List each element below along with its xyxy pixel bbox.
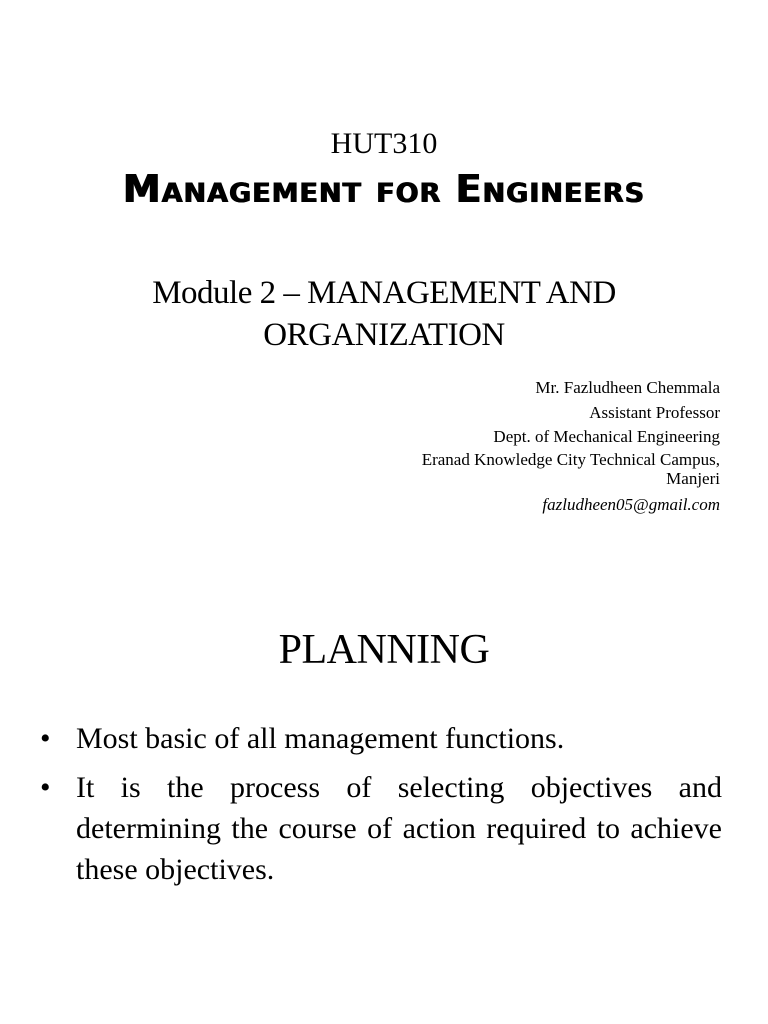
author-designation: Assistant Professor [589,402,720,422]
course-title: Management for Engineers [122,167,646,211]
bullet-text: Most basic of all management functions. [76,722,565,755]
author-city: Manjeri [666,468,720,488]
list-item [40,767,722,890]
course-code: HUT310 [330,127,438,160]
author-block [290,376,720,517]
list-item [40,718,722,759]
planning-heading: PLANNING [278,627,490,673]
module-title: Module 2 – MANAGEMENT AND ORGANIZATION [152,275,616,353]
bullet-list [40,718,722,898]
bullet-icon: • [40,722,51,755]
bullet-icon: • [40,771,51,804]
author-department: Dept. of Mechanical Engineering [493,427,720,446]
bullet-text: It is the process of selecting objectives and determining the course of action required to achieve these objectives. [76,771,722,886]
author-name: Mr. Fazludheen Chemmala [535,378,720,397]
author-email: fazludheen05@gmail.com [542,494,720,514]
author-institution: Eranad Knowledge City Technical Campus, [421,449,720,469]
planning-slide [0,580,768,1024]
